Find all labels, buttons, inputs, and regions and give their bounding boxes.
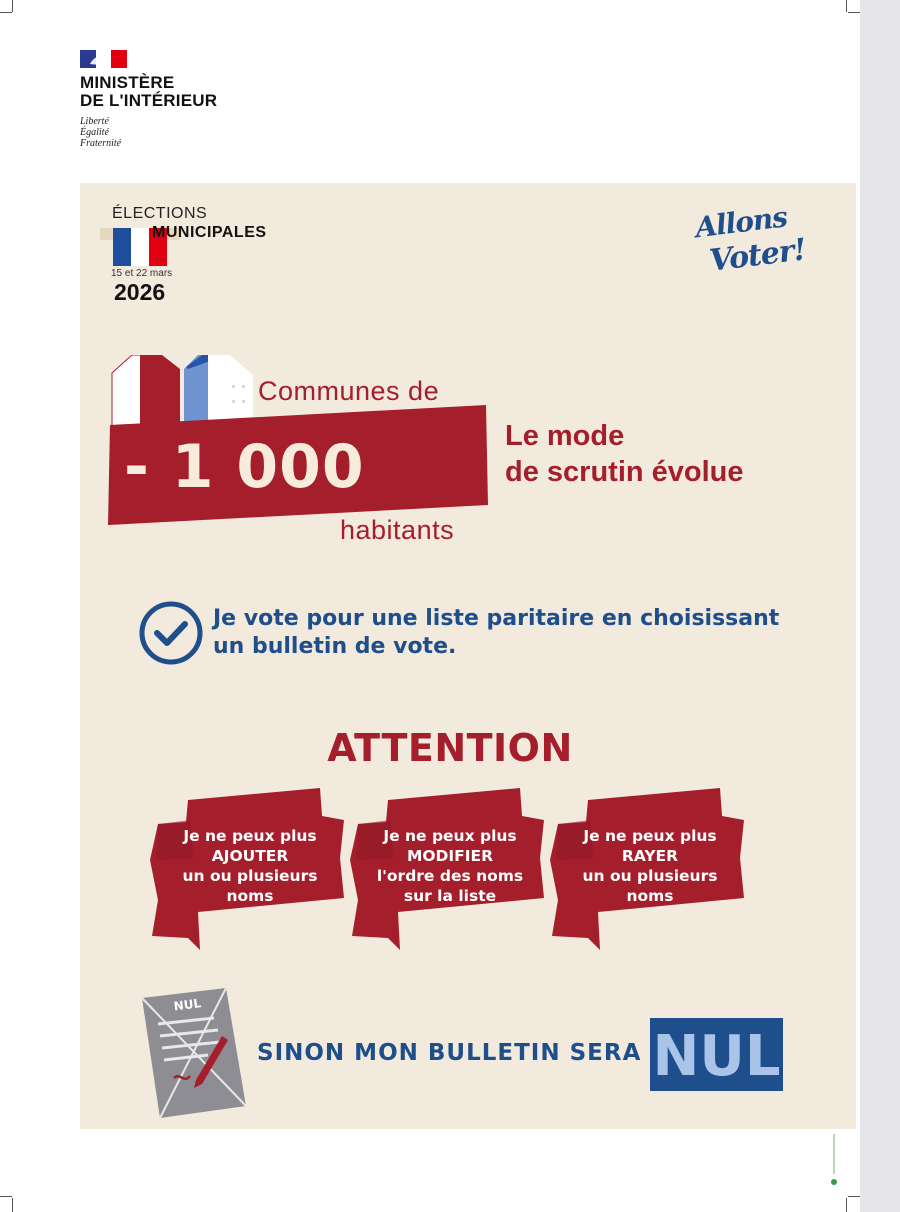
ribbon-line: AJOUTER (211, 847, 289, 865)
ribbon-text (350, 826, 550, 906)
election-dates: 15 et 22 mars (111, 268, 173, 279)
election-year: 2026 (114, 279, 166, 305)
vote-line: un bulletin de vote. (213, 634, 457, 659)
communes-suffix: habitants (340, 515, 455, 545)
motto-line: Liberté (80, 116, 109, 127)
slogan-line: Allons (693, 200, 789, 245)
ribbon-line: l'ordre des noms (376, 867, 524, 885)
crop-mark (0, 12, 12, 13)
ribbon-line: RAYER (621, 847, 679, 865)
ribbon-line: un ou plusieurs (582, 867, 718, 885)
nul-text: NUL (652, 1024, 781, 1089)
marianne-flag-icon (80, 50, 127, 68)
ribbon-line: sur la liste (403, 887, 497, 905)
ribbon-line: MODIFIER (406, 847, 494, 865)
ministry-line: MINISTÈRE (80, 73, 175, 92)
slogan-line: Voter! (707, 232, 808, 279)
motto-line: Fraternité (80, 138, 122, 149)
elections-subtitle: MUNICIPALES (152, 224, 267, 241)
ribbon-line: noms (626, 887, 674, 905)
mode-line: de scrutin évolue (505, 456, 744, 488)
crop-mark (848, 12, 860, 13)
void-ballot-icon (138, 988, 250, 1118)
ribbon-text (550, 826, 750, 906)
ribbon-line: Je ne peux plus (183, 827, 317, 845)
crop-mark (846, 0, 847, 12)
communes-prefix: Communes de (258, 376, 440, 406)
ribbon-add (150, 788, 350, 958)
nul-badge (650, 1018, 783, 1091)
motto-line: Égalité (80, 127, 109, 138)
ribbon-line: noms (226, 887, 274, 905)
mode-line: Le mode (505, 420, 625, 452)
check-circle-icon (138, 600, 204, 666)
void-warning: SINON MON BULLETIN SERA (257, 1040, 642, 1066)
ribbon-modify (350, 788, 550, 958)
paper-label: NUL (172, 996, 202, 1014)
ribbon-line: Je ne peux plus (383, 827, 517, 845)
elections-title: ÉLECTIONS (112, 205, 208, 222)
crop-mark (0, 1196, 12, 1197)
republic-motto (80, 116, 121, 149)
allons-voter-slogan (690, 199, 809, 292)
mode-title (505, 418, 744, 490)
ribbon-line: Je ne peux plus (583, 827, 717, 845)
ministry-line: DE L'INTÉRIEUR (80, 91, 218, 110)
crop-mark (12, 0, 13, 12)
vote-instruction (213, 605, 779, 661)
ribbon-line: un ou plusieurs (182, 867, 318, 885)
population-threshold: - 1 000 (124, 432, 365, 502)
ribbon-text (150, 826, 350, 906)
crop-mark (846, 1198, 847, 1212)
ribbon-strike (550, 788, 750, 958)
vote-line: Je vote pour une liste paritaire en choisissant (213, 606, 780, 631)
ministry-name (80, 74, 217, 110)
imprint-mark (830, 1134, 838, 1186)
crop-mark (12, 1198, 13, 1212)
attention-heading: ATTENTION (327, 726, 573, 770)
crop-mark (848, 1196, 860, 1197)
